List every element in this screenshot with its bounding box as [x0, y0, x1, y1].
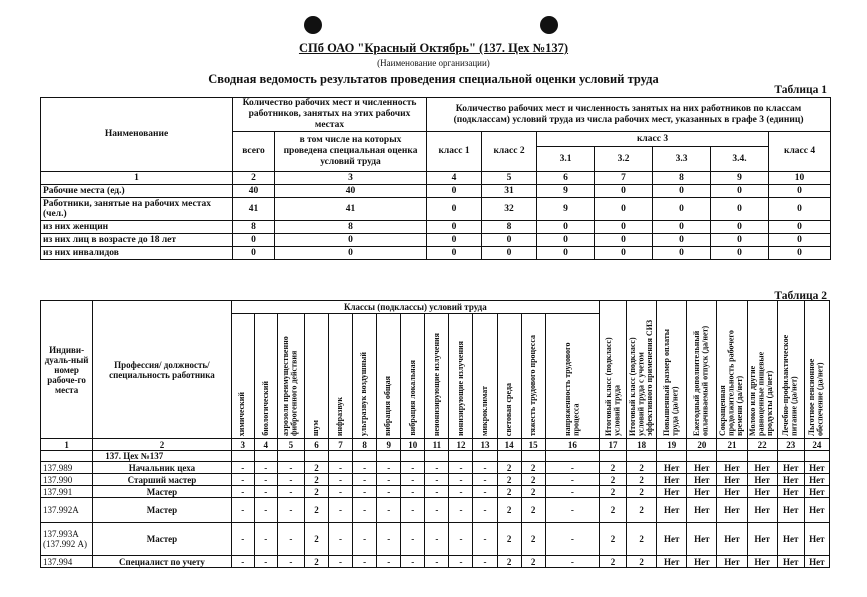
- t2-row: [41, 474, 830, 486]
- t2-factor-intensity: напряженность трудового процесса: [545, 314, 599, 439]
- t2-row-id: 137.990: [41, 474, 93, 486]
- t2-row: [41, 498, 830, 523]
- t2-factor-nonionizing: неионизирующие излучения: [425, 314, 449, 439]
- t2-col-num: 11: [425, 439, 449, 451]
- t2-row-profession: Мастер: [93, 498, 232, 523]
- t2-cell: -: [231, 474, 254, 486]
- t1-cell: 0: [233, 234, 275, 247]
- t1-cell: 8: [233, 221, 275, 234]
- t2-cell: 2: [521, 498, 545, 523]
- t1-row: [41, 234, 831, 247]
- t2-header-classes: Классы (подклассы) условий труда: [231, 301, 599, 314]
- t2-cell: Нет: [687, 498, 717, 523]
- t2-cell: Нет: [747, 498, 777, 523]
- t1-cell: 31: [482, 185, 537, 198]
- t2-header-final-class-siz: Итоговый класс (подкласс) условий труда с учетом эффективного применения СИЗ: [627, 301, 657, 439]
- t2-col-num: 6: [304, 439, 328, 451]
- t2-factor-light: световая среда: [497, 314, 521, 439]
- workplace-table: [40, 300, 830, 568]
- t2-cell: -: [254, 462, 277, 474]
- t2-cell: Нет: [777, 556, 804, 568]
- t1-cell: 8: [482, 221, 537, 234]
- t2-cell: -: [377, 523, 401, 556]
- binder-hole-right: [540, 16, 558, 34]
- t2-cell: Нет: [657, 486, 687, 498]
- t2-col-num: 10: [401, 439, 425, 451]
- t1-cell: 0: [711, 221, 769, 234]
- t2-row-id: 137.991: [41, 486, 93, 498]
- t2-cell: Нет: [657, 523, 687, 556]
- t2-cell: Нет: [687, 556, 717, 568]
- t2-cell: 2: [521, 462, 545, 474]
- t1-cell: 0: [595, 234, 653, 247]
- t2-cell: -: [473, 556, 497, 568]
- t2-cell: Нет: [777, 498, 804, 523]
- t1-cell: 0: [275, 234, 427, 247]
- t2-cell: -: [254, 486, 277, 498]
- t2-cell: Нет: [687, 523, 717, 556]
- t2-col-num: 4: [254, 439, 277, 451]
- t1-cell: 0: [233, 247, 275, 260]
- t2-cell: Нет: [717, 486, 747, 498]
- t2-cell: -: [353, 498, 377, 523]
- t2-row-id: 137.992А: [41, 498, 93, 523]
- t2-cell: -: [449, 556, 473, 568]
- organization-note: (Наименование организации): [377, 58, 490, 68]
- t1-cell: 0: [427, 234, 482, 247]
- t2-cell: -: [329, 474, 353, 486]
- t1-row-label: из них женщин: [41, 221, 233, 234]
- t2-col-num: 9: [377, 439, 401, 451]
- t2-cell: -: [329, 486, 353, 498]
- t2-cell: Нет: [717, 474, 747, 486]
- t1-cell: 0: [537, 234, 595, 247]
- t2-col-num: 23: [777, 439, 804, 451]
- t2-cell: Нет: [804, 486, 829, 498]
- t1-column-numbers: 1 2 3 4 5 6 7 8 9 10: [41, 172, 831, 185]
- t2-cell: -: [401, 498, 425, 523]
- t2-cell: Нет: [747, 486, 777, 498]
- t2-factor-noise: шум: [304, 314, 328, 439]
- t1-cell: 40: [275, 185, 427, 198]
- t2-row-id: 137.989: [41, 462, 93, 474]
- t2-cell: -: [449, 523, 473, 556]
- t2-cell: -: [277, 486, 304, 498]
- t2-cell: 2: [304, 498, 328, 523]
- t1-cell: 0: [427, 198, 482, 221]
- t2-cell: -: [425, 486, 449, 498]
- t2-col-num: 8: [353, 439, 377, 451]
- t2-cell: -: [329, 523, 353, 556]
- t2-cell: -: [473, 462, 497, 474]
- t2-cell: Нет: [804, 498, 829, 523]
- t1-cell: 0: [653, 247, 711, 260]
- summary-table: [40, 97, 831, 260]
- t2-cell: 2: [627, 556, 657, 568]
- t2-factor-biological: биологический: [254, 314, 277, 439]
- t2-cell: Нет: [747, 474, 777, 486]
- t1-cell: 0: [427, 221, 482, 234]
- t1-cell: 0: [653, 221, 711, 234]
- t1-row-label: из них инвалидов: [41, 247, 233, 260]
- t1-row: [41, 185, 831, 198]
- organization-name: СПб ОАО "Красный Октябрь" (137. Цех №137): [298, 41, 569, 55]
- t2-factor-vibration-general: вибрация общая: [377, 314, 401, 439]
- t2-cell: -: [449, 474, 473, 486]
- t1-cell: 0: [769, 185, 831, 198]
- t1-cell: 0: [595, 247, 653, 260]
- t1-cell: 0: [769, 247, 831, 260]
- t2-col-num: 24: [804, 439, 829, 451]
- t2-cell: -: [254, 474, 277, 486]
- t2-cell: -: [353, 556, 377, 568]
- t2-section-row: [41, 451, 830, 462]
- t2-cell: -: [254, 556, 277, 568]
- t2-cell: 2: [627, 462, 657, 474]
- t2-col-num: 13: [473, 439, 497, 451]
- t2-col-num: 5: [277, 439, 304, 451]
- t2-cell: Нет: [717, 498, 747, 523]
- t2-header-nutrition: Лечебно-профилактическое питание (да/нет): [777, 301, 804, 439]
- t2-cell: -: [545, 498, 599, 523]
- t2-cell: -: [277, 462, 304, 474]
- t2-column-numbers: [41, 439, 830, 451]
- t2-cell: Нет: [747, 523, 777, 556]
- document-title: Сводная ведомость результатов проведения специальной оценки условий труда: [208, 72, 659, 86]
- t2-cell: 2: [304, 474, 328, 486]
- t2-cell: -: [329, 462, 353, 474]
- t1-cell: 0: [482, 247, 537, 260]
- t2-cell: -: [329, 498, 353, 523]
- t1-cell: 0: [595, 221, 653, 234]
- t2-cell: -: [425, 474, 449, 486]
- t2-cell: -: [353, 462, 377, 474]
- t2-col-num: 3: [231, 439, 254, 451]
- t2-cell: 2: [497, 556, 521, 568]
- t2-cell: -: [277, 498, 304, 523]
- t2-cell: 2: [521, 486, 545, 498]
- t2-cell: -: [545, 486, 599, 498]
- t2-cell: Нет: [804, 474, 829, 486]
- t2-cell: 2: [521, 523, 545, 556]
- t2-cell: 2: [497, 462, 521, 474]
- t2-col-num: 12: [449, 439, 473, 451]
- t2-cell: -: [545, 556, 599, 568]
- table2-caption: Таблица 2: [774, 290, 827, 302]
- t2-cell: -: [377, 474, 401, 486]
- t2-header-hours: Сокращенная продолжительность рабочего времени (да/нет): [717, 301, 747, 439]
- t2-header-pension: Льготное пенсионное обеспечение (да/нет): [804, 301, 829, 439]
- t1-header-class2: класс 2: [482, 132, 537, 172]
- t2-cell: -: [449, 498, 473, 523]
- t1-header-class4: класс 4: [769, 132, 831, 172]
- t1-header-3-2: 3.2: [595, 147, 653, 172]
- t2-cell: -: [277, 556, 304, 568]
- t2-col-num: 21: [717, 439, 747, 451]
- t2-cell: -: [425, 462, 449, 474]
- t2-header-id: Индиви-дуаль-ный номер рабоче-го места: [41, 301, 93, 439]
- t1-row-label: Рабочие места (ед.): [41, 185, 233, 198]
- t1-header-3-3: 3.3: [653, 147, 711, 172]
- t2-row: [41, 462, 830, 474]
- t1-cell: 0: [595, 185, 653, 198]
- t2-factor-chemical: химический: [231, 314, 254, 439]
- t2-cell: 2: [497, 486, 521, 498]
- t1-row: [41, 221, 831, 234]
- t2-cell: Нет: [804, 523, 829, 556]
- t2-cell: Нет: [777, 462, 804, 474]
- t2-col-num: 17: [600, 439, 627, 451]
- t1-cell: 0: [482, 234, 537, 247]
- t2-header-milk: Молоко или другие равноценные пищевые продукты (да/нет): [747, 301, 777, 439]
- t2-cell: -: [353, 523, 377, 556]
- t2-cell: 2: [304, 523, 328, 556]
- t2-col-num: 1: [41, 439, 93, 451]
- t1-header-total: всего: [233, 132, 275, 172]
- t2-factor-ultrasound: ультразвук воздушный: [353, 314, 377, 439]
- t1-cell: 41: [233, 198, 275, 221]
- t2-col-num: 15: [521, 439, 545, 451]
- t2-col-num: 22: [747, 439, 777, 451]
- t2-cell: Нет: [777, 474, 804, 486]
- t2-row-profession: Мастер: [93, 486, 232, 498]
- t2-row-profession: Начальник цеха: [93, 462, 232, 474]
- t1-cell: 0: [711, 247, 769, 260]
- t2-cell: -: [425, 498, 449, 523]
- t2-cell: Нет: [687, 474, 717, 486]
- t2-cell: -: [473, 474, 497, 486]
- t2-factor-infrasound: инфразвук: [329, 314, 353, 439]
- t2-cell: -: [425, 556, 449, 568]
- t2-cell: -: [277, 474, 304, 486]
- t1-header-class1: класс 1: [427, 132, 482, 172]
- t1-cell: 0: [769, 234, 831, 247]
- t2-cell: Нет: [804, 556, 829, 568]
- t2-cell: 2: [627, 486, 657, 498]
- t2-cell: -: [231, 462, 254, 474]
- t2-cell: Нет: [804, 462, 829, 474]
- t2-cell: Нет: [717, 556, 747, 568]
- t2-factor-microclimate: микроклимат: [473, 314, 497, 439]
- t1-cell: 0: [653, 234, 711, 247]
- t2-cell: 2: [304, 486, 328, 498]
- t1-row-label: из них лиц в возрасте до 18 лет: [41, 234, 233, 247]
- t2-cell: -: [277, 523, 304, 556]
- t2-cell: 2: [497, 498, 521, 523]
- t2-cell: -: [401, 462, 425, 474]
- t1-cell: 40: [233, 185, 275, 198]
- t2-cell: -: [473, 498, 497, 523]
- t1-header-class3: класс 3: [537, 132, 769, 147]
- t2-header-profession: Профессия/ должность/ специальность работника: [93, 301, 232, 439]
- t1-cell: 32: [482, 198, 537, 221]
- t1-cell: 0: [427, 185, 482, 198]
- t2-header-pay: Повышенный размер оплаты труда (да/нет): [657, 301, 687, 439]
- t1-cell: 0: [769, 221, 831, 234]
- t2-col-num: 14: [497, 439, 521, 451]
- t2-row: [41, 486, 830, 498]
- t1-cell: 0: [537, 221, 595, 234]
- t1-cell: 9: [537, 185, 595, 198]
- t1-cell: 8: [275, 221, 427, 234]
- t2-cell: -: [545, 523, 599, 556]
- t2-col-num: 16: [545, 439, 599, 451]
- t1-cell: 41: [275, 198, 427, 221]
- t2-row-profession: Мастер: [93, 523, 232, 556]
- t2-cell: Нет: [777, 486, 804, 498]
- t2-cell: -: [401, 556, 425, 568]
- t2-row-id: 137.993А (137.992 А): [41, 523, 93, 556]
- t2-cell: Нет: [657, 474, 687, 486]
- t2-row-id: 137.994: [41, 556, 93, 568]
- t2-factor-severity: тяжесть трудового процесса: [521, 314, 545, 439]
- t1-header-3-1: 3.1: [537, 147, 595, 172]
- t2-cell: Нет: [747, 556, 777, 568]
- t2-header-final-class: Итоговый класс (подкласс) условий труда: [600, 301, 627, 439]
- t1-cell: 0: [769, 198, 831, 221]
- t1-cell: 0: [653, 185, 711, 198]
- t1-row-label: Работники, занятые на рабочих местах (чел.): [41, 198, 233, 221]
- t2-cell: 2: [497, 474, 521, 486]
- t2-cell: -: [353, 486, 377, 498]
- t2-cell: -: [545, 462, 599, 474]
- t2-cell: 2: [600, 556, 627, 568]
- t2-cell: -: [377, 498, 401, 523]
- t1-cell: 0: [711, 185, 769, 198]
- t1-header-classes: Количество рабочих мест и численность занятых на них работников по классам (подклассам) условий труда из числа рабочих мест, указанных в графе 3 (единиц): [427, 98, 831, 132]
- t2-cell: Нет: [657, 498, 687, 523]
- t2-cell: Нет: [687, 486, 717, 498]
- t2-row: [41, 556, 830, 568]
- t2-cell: Нет: [657, 462, 687, 474]
- t2-cell: -: [473, 486, 497, 498]
- t2-cell: -: [231, 486, 254, 498]
- t2-cell: -: [401, 523, 425, 556]
- t2-cell: -: [231, 523, 254, 556]
- t2-cell: -: [545, 474, 599, 486]
- t2-cell: -: [449, 462, 473, 474]
- t2-cell: Нет: [657, 556, 687, 568]
- t2-cell: -: [329, 556, 353, 568]
- t2-header-leave: Ежегодный дополнительный оплачиваемый отпуск (да/нет): [687, 301, 717, 439]
- t1-cell: 0: [275, 247, 427, 260]
- t1-cell: 9: [537, 198, 595, 221]
- t2-cell: 2: [627, 498, 657, 523]
- t1-cell: 0: [537, 247, 595, 260]
- t2-section-label: 137. Цех №137: [93, 451, 232, 462]
- t1-row: [41, 247, 831, 260]
- t2-cell: -: [231, 498, 254, 523]
- t2-cell: -: [377, 462, 401, 474]
- t2-cell: 2: [497, 523, 521, 556]
- t2-cell: -: [254, 523, 277, 556]
- t1-header-count: Количество рабочих мест и численность работников, занятых на этих рабочих местах: [233, 98, 427, 132]
- t2-cell: 2: [521, 474, 545, 486]
- t2-factor-aerosols: аэрозоли преимущественно фиброгенного действия: [277, 314, 304, 439]
- t2-cell: 2: [600, 462, 627, 474]
- t2-cell: -: [377, 556, 401, 568]
- t1-row: [41, 198, 831, 221]
- t2-cell: -: [231, 556, 254, 568]
- t2-cell: 2: [521, 556, 545, 568]
- t2-cell: Нет: [687, 462, 717, 474]
- t2-cell: 2: [600, 474, 627, 486]
- t2-cell: 2: [600, 523, 627, 556]
- t1-cell: 0: [711, 234, 769, 247]
- t2-factor-ionizing: ионизирующие излучения: [449, 314, 473, 439]
- t2-cell: Нет: [717, 462, 747, 474]
- t2-cell: Нет: [717, 523, 747, 556]
- t2-col-num: 19: [657, 439, 687, 451]
- t1-header-3-4: 3.4.: [711, 147, 769, 172]
- t2-factor-vibration-local: вибрация локальная: [401, 314, 425, 439]
- t2-col-num: 7: [329, 439, 353, 451]
- t2-cell: Нет: [747, 462, 777, 474]
- t2-cell: 2: [600, 498, 627, 523]
- t1-cell: 0: [653, 198, 711, 221]
- t2-cell: 2: [304, 556, 328, 568]
- t2-cell: 2: [304, 462, 328, 474]
- t1-cell: 0: [427, 247, 482, 260]
- t2-cell: -: [353, 474, 377, 486]
- t2-cell: 2: [627, 523, 657, 556]
- t1-header-name: Наименование: [41, 98, 233, 172]
- t2-col-num: 2: [93, 439, 232, 451]
- t2-cell: 2: [600, 486, 627, 498]
- t2-row-profession: Специалист по учету: [93, 556, 232, 568]
- t2-cell: Нет: [777, 523, 804, 556]
- t2-cell: -: [401, 486, 425, 498]
- t2-cell: -: [473, 523, 497, 556]
- t2-col-num: 20: [687, 439, 717, 451]
- t2-cell: -: [377, 486, 401, 498]
- t2-cell: -: [449, 486, 473, 498]
- t2-col-num: 18: [627, 439, 657, 451]
- t2-cell: -: [425, 523, 449, 556]
- t2-cell: -: [401, 474, 425, 486]
- table1-caption: Таблица 1: [774, 84, 827, 96]
- t1-cell: 0: [595, 198, 653, 221]
- t1-header-incl: в том числе на которых проведена специальная оценка условий труда: [275, 132, 427, 172]
- t2-row: [41, 523, 830, 556]
- binder-hole-left: [304, 16, 322, 34]
- t2-cell: 2: [627, 474, 657, 486]
- t2-row-profession: Старший мастер: [93, 474, 232, 486]
- t2-cell: -: [254, 498, 277, 523]
- t1-cell: 0: [711, 198, 769, 221]
